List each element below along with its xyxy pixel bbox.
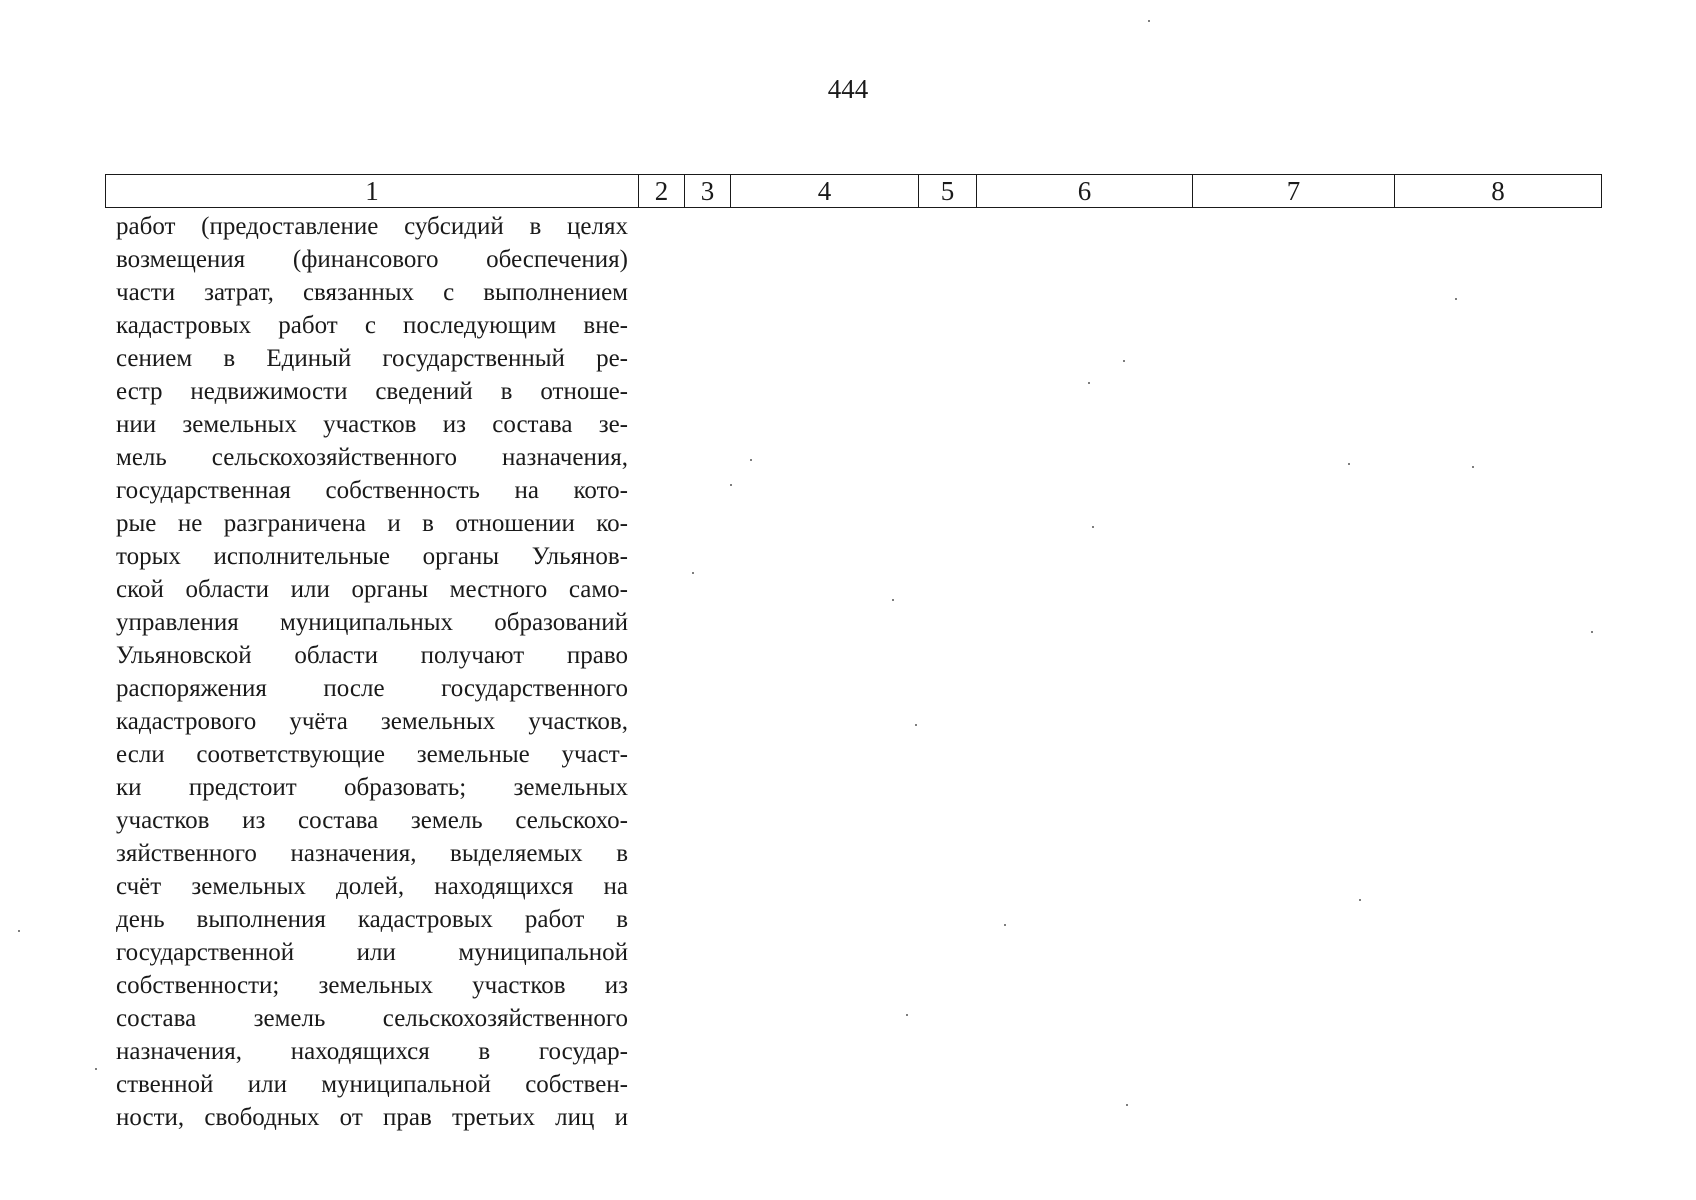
column-header-table [105, 174, 1602, 208]
scan-speck [1123, 360, 1125, 362]
column-header-7: 7 [1193, 175, 1395, 208]
column-header-3: 3 [685, 175, 731, 208]
text-line: кадастрового учёта земельных участков, [116, 708, 628, 735]
text-line: распоряжения после государственного [116, 675, 628, 702]
text-line: работ (предоставление субсидий в целях [116, 213, 628, 240]
scan-speck [1359, 899, 1361, 901]
text-line: ности, свободных от прав третьих лиц и [116, 1104, 628, 1131]
text-line: ственной или муниципальной собствен- [116, 1071, 628, 1098]
scan-speck [692, 572, 694, 574]
text-line: сением в Единый государственный ре- [116, 345, 628, 372]
column-header-5: 5 [919, 175, 977, 208]
text-line: кадастровых работ с последующим вне- [116, 312, 628, 339]
scan-speck [730, 484, 732, 486]
scan-speck [892, 599, 894, 601]
text-line: ской области или органы местного само- [116, 576, 628, 603]
page-number: 444 [827, 74, 869, 104]
column-header-row [106, 175, 1602, 208]
text-line: собственности; земельных участков из [116, 972, 628, 999]
scan-speck [1088, 382, 1090, 384]
column1-cell-text [116, 210, 628, 1134]
column-header-4: 4 [731, 175, 919, 208]
scan-speck [1591, 631, 1593, 633]
scan-speck [906, 1014, 908, 1016]
text-line: управления муниципальных образований [116, 609, 628, 636]
scan-speck [750, 459, 752, 461]
scan-speck [1004, 924, 1006, 926]
scan-speck [1348, 463, 1350, 465]
text-line: если соответствующие земельные участ- [116, 741, 628, 768]
column-header-6: 6 [977, 175, 1193, 208]
text-line: состава земель сельскохозяйственного [116, 1005, 628, 1032]
text-line: рые не разграничена и в отношении ко- [116, 510, 628, 537]
scan-speck [1455, 298, 1457, 300]
text-line: торых исполнительные органы Ульянов- [116, 543, 628, 570]
text-line: Ульяновской области получают право [116, 642, 628, 669]
text-line: назначения, находящихся в государ- [116, 1038, 628, 1065]
text-line: нии земельных участков из состава зе- [116, 411, 628, 438]
scan-speck [1472, 466, 1474, 468]
text-line: части затрат, связанных с выполнением [116, 279, 628, 306]
column-header-1: 1 [106, 175, 639, 208]
scan-speck [915, 724, 917, 726]
scan-speck [95, 1068, 97, 1070]
text-line: ки предстоит образовать; земельных [116, 774, 628, 801]
text-line: зяйственного назначения, выделяемых в [116, 840, 628, 867]
text-line: участков из состава земель сельскохо- [116, 807, 628, 834]
text-line: счёт земельных долей, находящихся на [116, 873, 628, 900]
text-line: естр недвижимости сведений в отноше- [116, 378, 628, 405]
text-line: мель сельскохозяйственного назначения, [116, 444, 628, 471]
scan-speck [1148, 20, 1150, 22]
text-line: возмещения (финансового обеспечения) [116, 246, 628, 273]
scan-speck [1126, 1104, 1128, 1106]
column-header-8: 8 [1395, 175, 1602, 208]
scan-speck [1092, 526, 1094, 528]
scan-speck [18, 930, 20, 932]
text-line: государственная собственность на кото- [116, 477, 628, 504]
column-header-2: 2 [639, 175, 685, 208]
text-line: день выполнения кадастровых работ в [116, 906, 628, 933]
text-line: государственной или муниципальной [116, 939, 628, 966]
